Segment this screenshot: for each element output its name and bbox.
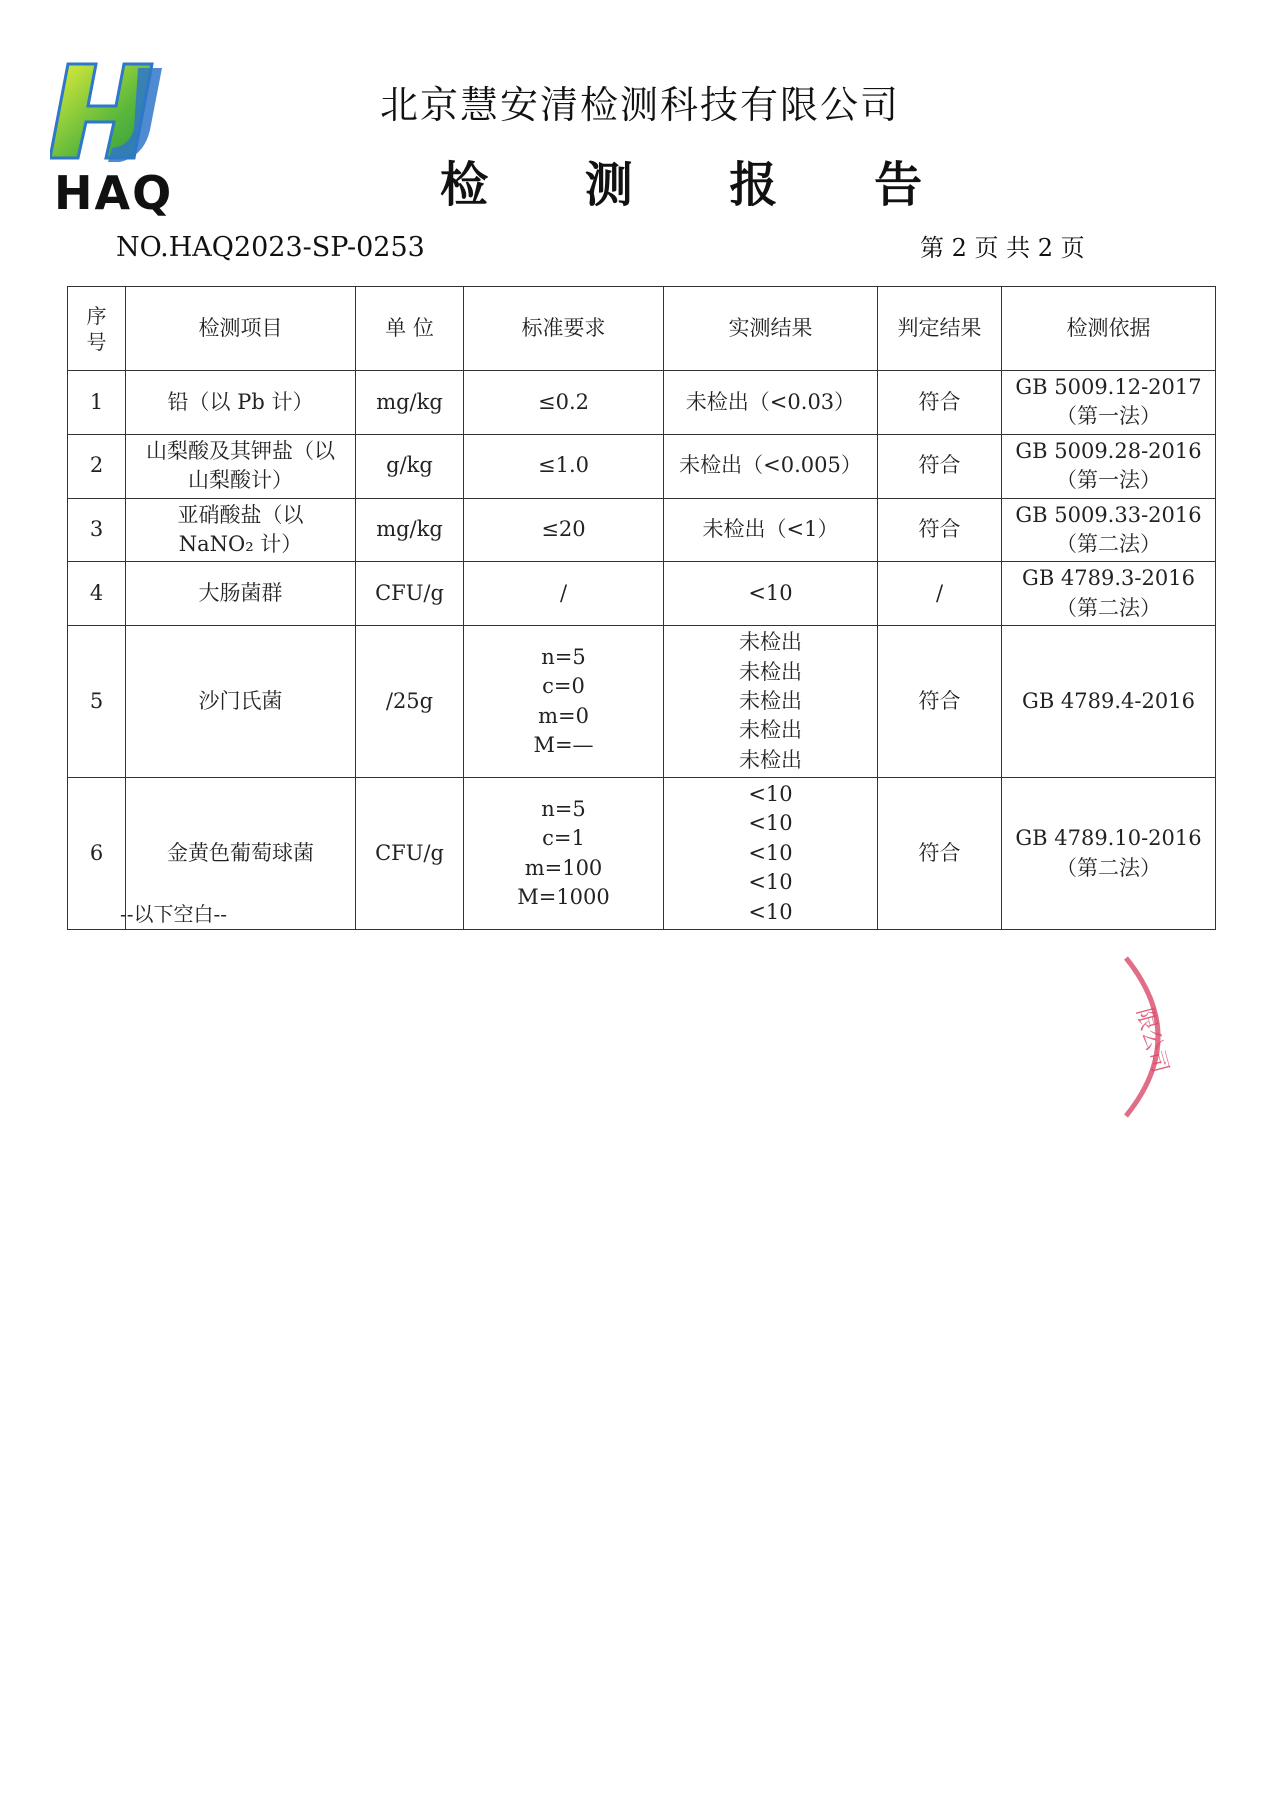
header-cell: 检测依据 [1002, 287, 1216, 371]
standard-cell [464, 371, 664, 435]
item-line: 金黄色葡萄球菌 [167, 840, 314, 865]
unit-cell: CFU/g [356, 778, 464, 930]
item-line: 沙门氏菌 [198, 688, 283, 713]
header-cell: 标准要求 [464, 287, 664, 371]
result-cell [664, 498, 878, 562]
item-line: 大肠菌群 [198, 581, 283, 606]
basis-line: （第二法） [1056, 595, 1161, 620]
company-name: 北京慧安清检测科技有限公司 [380, 83, 901, 127]
item-cell [126, 498, 356, 562]
item-line: 山梨酸及其钾盐（以 [146, 438, 335, 463]
basis-line: GB 5009.33-2016 [1015, 502, 1202, 527]
item-line: 亚硝酸盐（以 [177, 502, 304, 527]
standard-line: c=1 [542, 826, 585, 851]
blank-below-note: --以下空白-- [120, 902, 228, 926]
judgement-cell: 符合 [878, 498, 1002, 562]
result-line: 未检出（<0.03） [685, 389, 856, 414]
basis-line: （第一法） [1056, 468, 1161, 493]
header-cell: 判定结果 [878, 287, 1002, 371]
standard-line: ≤1.0 [538, 453, 589, 478]
basis-cell [1002, 778, 1216, 930]
unit-cell: /25g [356, 626, 464, 778]
basis-line: GB 5009.12-2017 [1015, 375, 1202, 399]
item-cell [126, 626, 356, 778]
report-number: NO.HAQ2023-SP-0253 [116, 232, 425, 263]
standard-line: M=— [533, 732, 594, 757]
standard-cell [464, 626, 664, 778]
standard-cell [464, 562, 664, 626]
header-cell: 单 位 [356, 287, 464, 371]
unit-cell: g/kg [356, 434, 464, 498]
row-number-cell: 3 [68, 498, 126, 562]
basis-line: GB 4789.3-2016 [1022, 566, 1195, 591]
logo-text: HAQ [54, 166, 174, 220]
result-line: <10 [748, 581, 793, 606]
basis-cell [1002, 498, 1216, 562]
table-row [68, 371, 1216, 435]
basis-cell [1002, 562, 1216, 626]
result-line: <10 [748, 840, 793, 865]
company-seal-stamp [1120, 952, 1180, 1122]
header-cell: 序号 [68, 287, 126, 371]
page-indicator: 第 2 页 共 2 页 [920, 234, 1085, 262]
result-line: 未检出（<1） [702, 517, 839, 542]
result-cell [664, 371, 878, 435]
standard-cell [464, 434, 664, 498]
unit-cell: CFU/g [356, 562, 464, 626]
item-line: 铅（以 Pb 计） [167, 389, 314, 414]
item-cell [126, 562, 356, 626]
table-row [68, 778, 1216, 930]
standard-line: n=5 [541, 796, 586, 821]
judgement-cell: 符合 [878, 371, 1002, 435]
table-row [68, 498, 1216, 562]
standard-line: ≤20 [541, 517, 586, 542]
result-line: 未检出 [739, 688, 802, 713]
row-number-cell: 2 [68, 434, 126, 498]
basis-cell [1002, 434, 1216, 498]
result-line: <10 [748, 899, 793, 924]
basis-cell [1002, 626, 1216, 778]
standard-line: m=100 [524, 855, 603, 880]
standard-line: m=0 [538, 703, 589, 728]
standard-line: ≤0.2 [538, 389, 589, 414]
unit-cell: mg/kg [356, 371, 464, 435]
stamp-text: 限公司 [1131, 1005, 1173, 1076]
row-number-cell: 1 [68, 371, 126, 435]
item-cell [126, 434, 356, 498]
basis-line: GB 5009.28-2016 [1015, 438, 1202, 463]
judgement-cell: / [878, 562, 1002, 626]
table-header-row [68, 287, 1216, 371]
result-line: 未检出 [739, 659, 802, 684]
company-logo [50, 58, 174, 220]
judgement-cell: 符合 [878, 626, 1002, 778]
basis-line: GB 4789.10-2016 [1015, 826, 1202, 851]
basis-line: （第二法） [1056, 531, 1161, 556]
result-line: 未检出（<0.005） [679, 453, 862, 478]
table-row [68, 626, 1216, 778]
result-line: <10 [748, 811, 793, 836]
item-line: NaNO₂ 计） [178, 531, 303, 556]
table-row [68, 434, 1216, 498]
standard-line: M=1000 [517, 884, 610, 909]
standard-line: / [559, 581, 568, 606]
header-cell: 实测结果 [664, 287, 878, 371]
standard-cell [464, 778, 664, 930]
basis-line: （第二法） [1056, 855, 1161, 880]
report-title: 检 测 报 告 [440, 157, 963, 213]
result-cell [664, 434, 878, 498]
result-line: 未检出 [739, 630, 802, 655]
row-number-cell: 4 [68, 562, 126, 626]
result-line: 未检出 [739, 747, 802, 772]
result-line: <10 [748, 782, 793, 807]
result-cell [664, 778, 878, 930]
basis-line: （第一法） [1056, 404, 1161, 429]
table-row [68, 562, 1216, 626]
standard-cell [464, 498, 664, 562]
row-number-cell: 5 [68, 626, 126, 778]
standard-line: n=5 [541, 644, 586, 669]
item-cell [126, 371, 356, 435]
result-line: 未检出 [739, 718, 802, 743]
header-cell: 检测项目 [126, 287, 356, 371]
unit-cell: mg/kg [356, 498, 464, 562]
result-cell [664, 562, 878, 626]
basis-line: GB 4789.4-2016 [1022, 688, 1195, 713]
item-line: 山梨酸计） [188, 468, 293, 493]
row-number-cell: 6 [68, 778, 126, 930]
judgement-cell: 符合 [878, 778, 1002, 930]
result-line: <10 [748, 870, 793, 895]
judgement-cell: 符合 [878, 434, 1002, 498]
test-results-table [67, 286, 1216, 930]
haq-logo-icon [50, 58, 170, 168]
standard-line: c=0 [542, 674, 585, 699]
basis-cell [1002, 371, 1216, 435]
result-cell [664, 626, 878, 778]
